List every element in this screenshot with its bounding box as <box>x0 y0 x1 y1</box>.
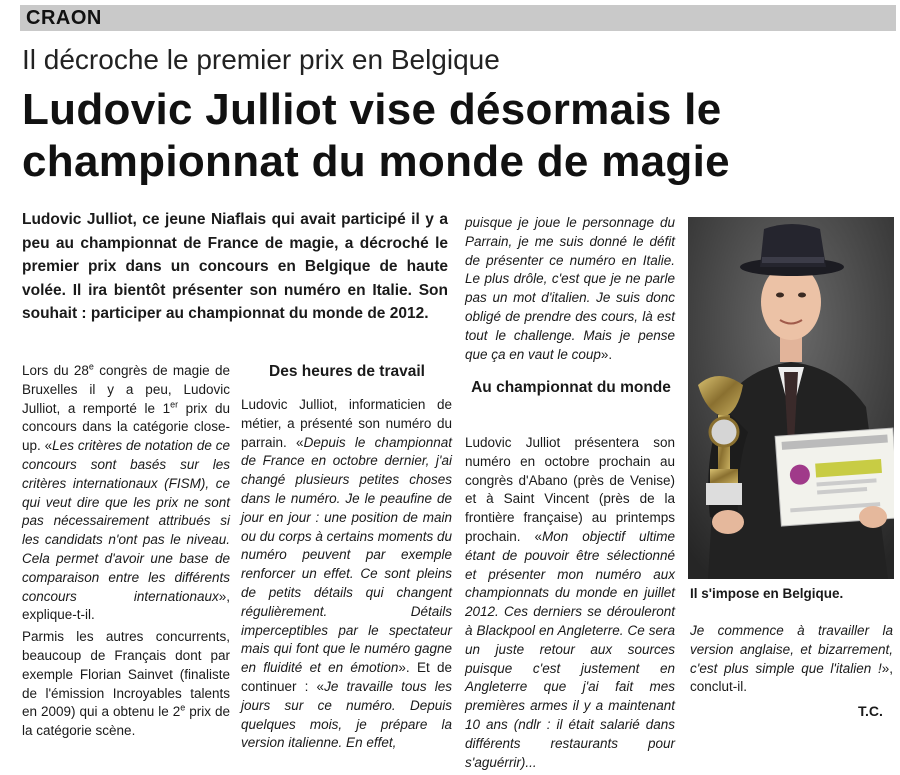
quote: puisque je joue le personnage du Parrain, je me suis donné le défit de présenter ce numéro en Italie. Le plus drôle, c'est que je ne parle pas un mot d'italien. Je suis donc obligé de prendre des cours, là est tout le challenge. Mais je pense que ça en vaut le coup <box>465 215 675 362</box>
subhead-travail: Des heures de travail <box>269 363 425 380</box>
quote: Les critères de notation de ce concours sont basés sur les critères internationaux (FISM), ce qui veut dire que les prix ne sont pas nécessairement attribués si les candidats n'ont pas le niveau. Cela permet d'avoir une base de comparaison entre les différents concours internationaux <box>22 438 230 604</box>
photo-magician-with-trophy <box>688 217 894 579</box>
quote: Mon objectif ultime étant de pouvoir être sélectionné et présenter mon numéro aux championnats du monde en juillet 2012. Ces derniers se dérouleront à Blackpool en Angleterre. Ce sera un juste retour aux sources puisque c'est justement en Angleterre que j'ai fait mes premières armes il y a maintenant 10 ans (ndlr : il était salarié dans différents restaurants pour s'aguérrir)... <box>465 528 675 770</box>
quote: Je commence à travailler la version anglaise, et bizarrement, c'est plus simple que l'italien ! <box>690 623 893 676</box>
headline: Ludovic Julliot vise désormais le championnat du monde de magie <box>22 85 730 186</box>
paragraph: Lors du 28e congrès de magie de Bruxelles il y a peu, Ludovic Julliot, a remporté le 1er prix du concours dans la catégorie close-up. «Les critères de notation de ce concours sont basés sur les critères internationaux (FISM), ce qui veut dire que les prix ne sont pas nécessairement attribués si les candidats n'ont pas le niveau. Cela permet d'avoir une base de comparaison entre les différents concours internationaux», explique-t-il. <box>22 361 230 623</box>
paragraph: Ludovic Julliot, informaticien de métier, a présenté son numéro du parrain. «Depuis le championnat de France en octobre dernier, j'ai changé plusieurs petites choses dans le numéro. Je le peaufine de jour en jour : une position de main ou du corps à certains moments du numéro peuvent par exemple renforcer un effet. Ce sont pleins de petits détails qui changent régulièrement. Détails imperceptibles par le spectateur mais qui font que le numéro gagne en fluidité et en émotion». Et de continuer : «Je travaille tous les jours sur ce numéro. Depuis quelques mois, je prépare la version italienne. En effet, <box>241 397 452 751</box>
photo-caption: Il s'impose en Belgique. <box>690 586 844 601</box>
kicker: Il décroche le premier prix en Belgique <box>22 44 500 75</box>
subhead-championnat: Au championnat du monde <box>471 379 671 396</box>
lede: Ludovic Julliot, ce jeune Niaflais qui avait participé il y a peu au championnat de France de magie, a décroché le premier prix dans un concours en Belgique de haute volée. Il ira bientôt présenter son numéro en Italie. Son souhait : participer au championnat du monde de 2012. <box>22 211 448 322</box>
article-column-1 <box>22 362 230 744</box>
paragraph: puisque je joue le personnage du Parrain, je me suis donné le défit de présenter ce numéro en Italie. Le plus drôle, c'est que je ne parle pas un mot d'italien. Je suis donc obligé de prendre des cours, là est tout le challenge. Mais je pense que ça en vaut le coup». <box>465 215 675 362</box>
photo-illustration <box>688 217 894 579</box>
article-column-3-top <box>465 214 675 367</box>
article-column-3 <box>465 434 675 775</box>
paragraph: Ludovic Julliot présentera son numéro en octobre prochain au congrès d'Abano (près de Venise) et à Saint Vincent (près de la frontière française) au printemps prochain. «Mon objectif ultime étant de pouvoir être sélectionné et présenter mon numéro aux championnats du monde en juillet 2012. Ces derniers se dérouleront à Blackpool en Angleterre. Ce sera un juste retour aux sources puisque c'est justement en Angleterre que j'ai fait mes premières armes il y a maintenant 10 ans (ndlr : il était salarié dans différents restaurants pour s'aguérrir)... <box>465 435 675 770</box>
article-column-4 <box>690 622 893 700</box>
section-bar <box>20 5 896 31</box>
article-column-2 <box>241 396 452 756</box>
quote: Je travaille tous les jours sur ce numéro. Depuis quelques mois, je prépare la version italienne. En effet, <box>241 678 452 751</box>
quote: Depuis le championnat de France en octobre dernier, j'ai changé plusieurs petites choses dans le numéro. Je le peaufine de jour en jour : une position de main ou du corps à certains moments du numéro peuvent par exemple renforcer un effet. Ce sont pleins de petits détails qui changent régulièrement. Détails imperceptibles par le spectateur mais qui font que le numéro gagne en fluidité et en émotion <box>241 434 452 676</box>
paragraph: Je commence à travailler la version anglaise, et bizarrement, c'est plus simple que l'italien !», conclut-il. <box>690 623 893 695</box>
paragraph: Parmis les autres concurrents, beaucoup de Français dont par exemple Florian Sainvet (finaliste de l'émission Incroyables talents en 2009) qui a obtenu le 2e prix de la catégorie scène. <box>22 629 230 739</box>
author-signature: T.C. <box>858 703 883 719</box>
section-label: CRAON <box>26 7 102 29</box>
